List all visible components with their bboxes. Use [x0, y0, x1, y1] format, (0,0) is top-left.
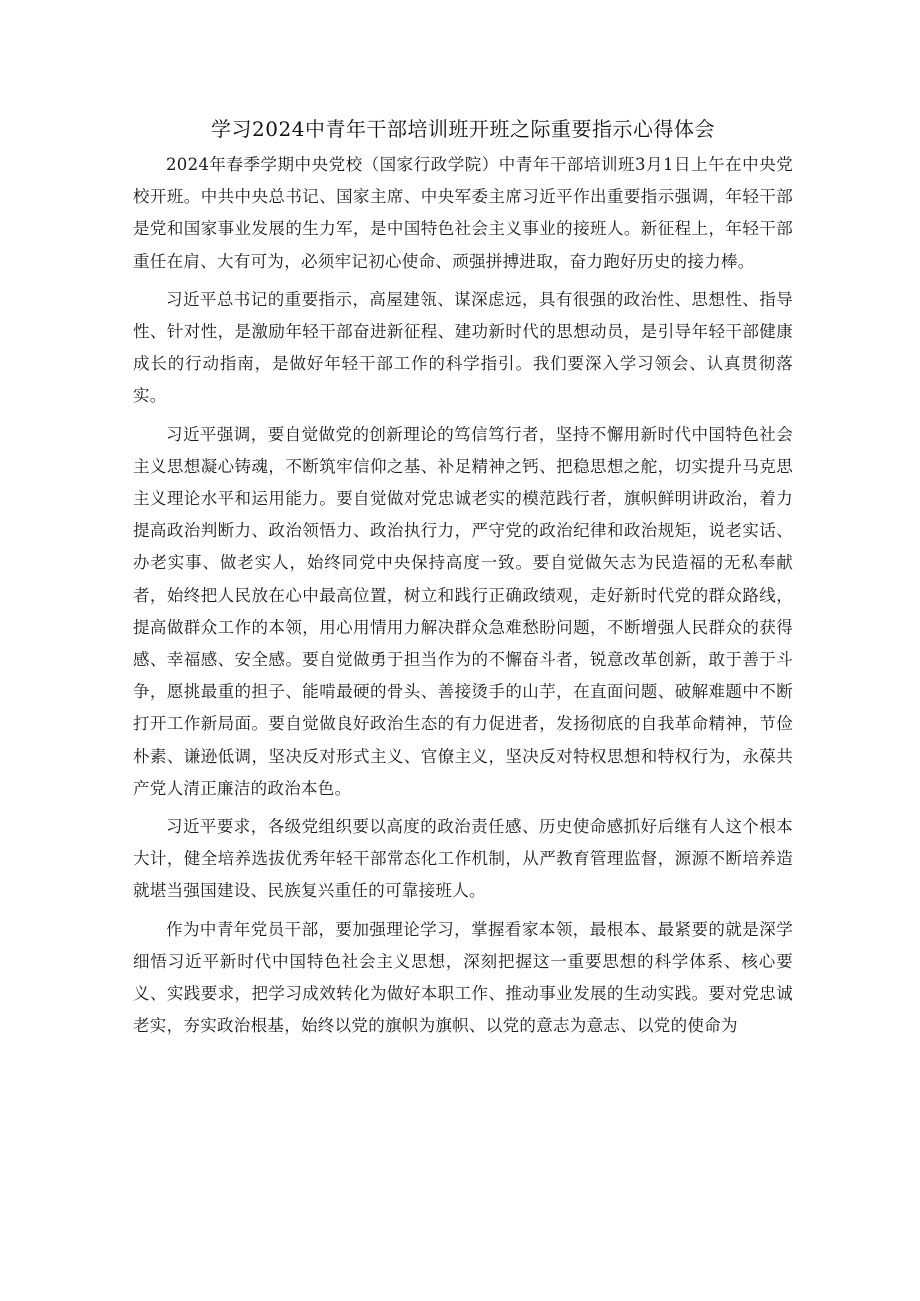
paragraph-1: 2024年春季学期中央党校（国家行政学院）中青年干部培训班3月1日上午在中央党校开班。中共中央总书记、国家主席、中央军委主席习近平作出重要指示强调，年轻干部是党和国家事业发展的生力军，是中国特色社会主义事业的接班人。新征程上，年轻干部重任在肩、大有可为，必须牢记初心使命、顽强拼搏进取，奋力跑好历史的接力棒。 [133, 155, 793, 271]
paragraph-2: 习近平总书记的重要指示，高屋建瓴、谋深虑远，具有很强的政治性、思想性、指导性、针对性，是激励年轻干部奋进新征程、建功新时代的思想动员，是引导年轻干部健康成长的行动指南，是做好年轻干部工作的科学指引。我们要深入学习领会、认真贯彻落实。 [133, 289, 793, 406]
paragraph-3: 习近平强调，要自觉做党的创新理论的笃信笃行者，坚持不懈用新时代中国特色社会主义思想凝心铸魂，不断筑牢信仰之基、补足精神之钙、把稳思想之舵，切实提升马克思主义理论水平和运用能力。要自觉做对党忠诚老实的模范践行者，旗帜鲜明讲政治，着力提高政治判断力、政治领悟力、政治执行力，严守党的政治纪律和政治规矩，说老实话、办老实事、做老实人，始终同党中央保持高度一致。要自觉做矢志为民造福的无私奉献者，始终把人民放在心中最高位置，树立和践行正确政绩观，走好新时代党的群众路线，提高做群众工作的本领，用心用情用力解决群众急难愁盼问题，不断增强人民群众的获得感、幸福感、安全感。要自觉做勇于担当作为的不懈奋斗者，锐意改革创新，敢于善于斗争，愿挑最重的担子、能啃最硬的骨头、善接烫手的山芋，在直面问题、破解难题中不断打开工作新局面。要自觉做良好政治生态的有力促进者，发扬彻底的自我革命精神，节俭朴素、谦逊低调，坚决反对形式主义、官僚主义，坚决反对特权思想和特权行为，永葆共产党人清正廉洁的政治本色。 [133, 424, 793, 798]
document-title: 学习2024中青年干部培训班开班之际重要指示心得体会 [211, 117, 715, 141]
document-page [133, 114, 793, 1048]
paragraph-5: 作为中青年党员干部，要加强理论学习，掌握看家本领，最根本、最紧要的就是深学细悟习近平新时代中国特色社会主义思想，深刻把握这一重要思想的科学体系、核心要义、实践要求，把学习成效转化为做好本职工作、推动事业发展的生动实践。要对党忠诚老实，夯实政治根基，始终以党的旗帜为旗帜、以党的意志为意志、以党的使命为 [133, 919, 793, 1036]
paragraph-4: 习近平要求，各级党组织要以高度的政治责任感、历史使命感抓好后继有人这个根本大计，健全培养选拔优秀年轻干部常态化工作机制，从严教育管理监督，源源不断培养造就堪当强国建设、民族复兴重任的可靠接班人。 [133, 817, 793, 901]
